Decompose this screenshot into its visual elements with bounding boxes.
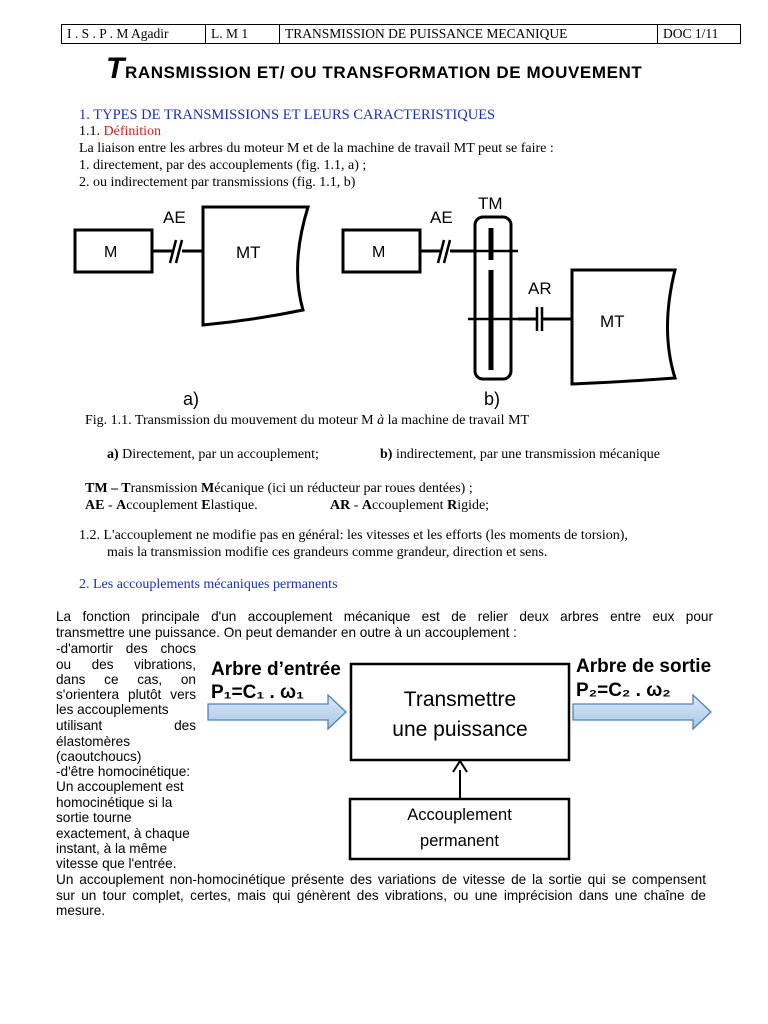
section2-para2-line2: sur un tour complet, certes, mais qui génèrent des vibrations, ou une imprécision dans une chaîne de: [56, 888, 706, 903]
section2-para2-line3: mesure.: [56, 903, 106, 918]
input-label: Arbre d’entrée: [211, 659, 341, 680]
label-m-b: M: [372, 244, 386, 261]
caption-b: b) indirectement, par une transmission mécanique: [380, 447, 660, 462]
header-table: [61, 24, 741, 44]
subsection-number: 1.1.: [79, 124, 104, 139]
section2-para2-line1: Un accouplement non-homocinétique présente des variations de vitesse de la sortie qui se compensent: [56, 872, 706, 887]
header-course: TRANSMISSION DE PUISSANCE MECANIQUE: [280, 25, 658, 43]
label-sub-a: a): [183, 389, 200, 409]
subsection-definition: [79, 124, 161, 140]
label-m-a: M: [104, 244, 118, 261]
definition-line-3: 2. ou indirectement par transmissions (fig. 1.1, b): [79, 175, 356, 190]
legend-tm: TM – Transmission Mécanique (ici un réducteur par roues dentées) ;: [85, 481, 473, 496]
section2-para1-line1: La fonction principale d'un accouplement mécanique est de relier deux arbres entre eux pour: [56, 609, 713, 624]
header-institution: I . S . P . M Agadir: [62, 25, 206, 43]
label-ae-b: AE: [430, 208, 453, 227]
figure-1-1: [0, 190, 768, 415]
label-mt-a: MT: [236, 243, 261, 262]
col-line-4: s'orientera plutôt vers: [56, 687, 196, 702]
label-sub-b: b): [484, 389, 501, 409]
col-line-9: -d'être homocinétique:: [56, 764, 191, 779]
definition-line-1: La liaison entre les arbres du moteur M et de la machine de travail MT peut se faire :: [79, 141, 554, 156]
machine-mt-a: [203, 207, 308, 325]
section2-heading: 2. Les accouplements mécaniques permanents: [79, 577, 338, 592]
col-line-3: dans ce cas, on: [56, 672, 196, 687]
col-line-7: élastomères: [56, 734, 131, 749]
header-doc: DOC 1/11: [663, 26, 719, 41]
section2-para1-line2: transmettre une puissance. On peut demander en outre à un accouplement :: [56, 625, 517, 640]
header-level: L. M 1: [206, 25, 280, 43]
output-label: Arbre de sortie: [576, 656, 712, 677]
input-formula: P₁=C₁ . ω₁: [211, 682, 304, 703]
legend-ae: AE - Accouplement Elastique.: [85, 498, 258, 513]
col-line-14: instant, à la même: [56, 841, 168, 856]
caption-a: a) Directement, par un accouplement;: [107, 447, 319, 462]
col-line-10: Un accouplement est: [56, 779, 184, 794]
col-line-8: (caoutchoucs): [56, 749, 142, 764]
label-mt-b: MT: [600, 312, 625, 331]
section1-heading: 1. TYPES DE TRANSMISSIONS ET LEURS CARACTERISTIQUES: [79, 107, 496, 123]
col-line-11: homocinétique si la: [56, 795, 173, 810]
col-line-6: utilisant des: [56, 718, 196, 733]
main-box-text: Transmettre une puissance: [392, 688, 528, 741]
section12-line-1: 1.2. L'accouplement ne modifie pas en général: les vitesses et les efforts (les moments de torsion),: [79, 528, 628, 543]
sub-box-text: Accouplement permanent: [407, 806, 512, 850]
figure-caption: Fig. 1.1. Transmission du mouvement du moteur M à la machine de travail MT: [85, 413, 530, 428]
label-tm: TM: [478, 194, 503, 213]
label-ar: AR: [528, 279, 552, 298]
col-line-12: sortie tourne: [56, 810, 132, 825]
col-line-2: ou des vibrations,: [56, 657, 196, 672]
legend-ar: AR - Accouplement Rigide;: [330, 498, 490, 513]
section12-line-2: mais la transmission modifie ces grandeurs comme grandeur, direction et sens.: [107, 545, 548, 560]
col-line-5: les accouplements: [56, 702, 169, 717]
definition-line-2: 1. directement, par des accouplements (fig. 1.1, a) ;: [79, 158, 367, 173]
label-ae-a: AE: [163, 208, 186, 227]
title-initial: T: [106, 52, 125, 85]
page-title: [106, 52, 642, 86]
col-line-15: vitesse que l'entrée.: [56, 856, 177, 871]
output-formula: P₂=C₂ . ω₂: [576, 680, 671, 701]
definition-label: Définition: [103, 124, 162, 139]
col-line-13: exactement, à chaque: [56, 826, 190, 841]
col-line-1: -d'amortir des chocs: [56, 641, 196, 656]
title-rest: RANSMISSION ET/ OU TRANSFORMATION DE MOUVEMENT: [124, 63, 643, 82]
